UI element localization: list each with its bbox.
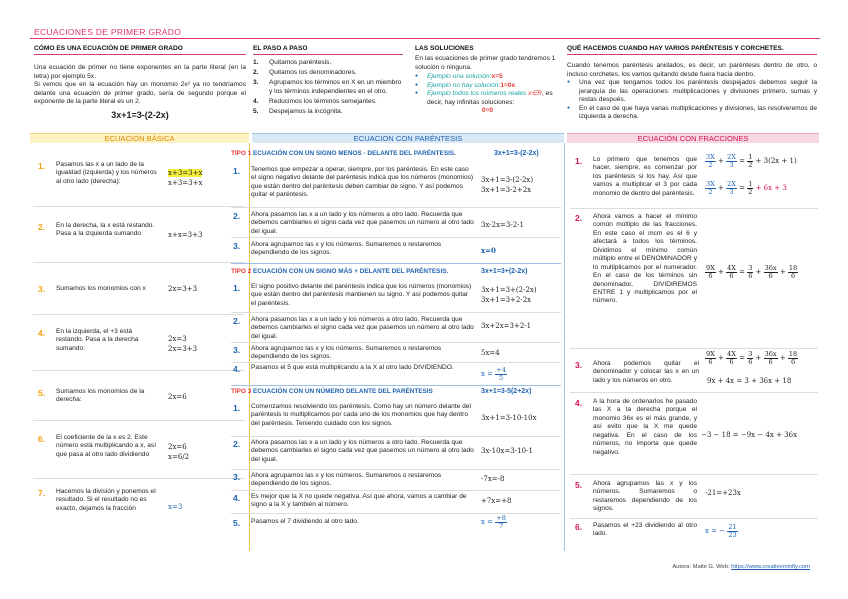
nested-item: ● En el caso de que haya varias multiplicaciones y divisiones, las resolveremos de izquierda a derecha.: [567, 105, 817, 122]
tipo2-result: x = $\frac{+4}{5}$: [481, 366, 506, 382]
solutions-intro: En las ecuaciones de primer grado tendremos 1 solución o ninguna.: [415, 55, 556, 71]
steps-section: [253, 45, 403, 118]
steps-item: 3. Agrupamos los términos en X en un miembro y los términos independientes en el otro.: [253, 79, 402, 95]
fraction-eq-mcm: $\frac{9X}{6}$ + $\frac{4X}{6}$ = $\frac{3}{6}$ + $\frac{36x}{6}$ + $\frac{18}{6}$: [706, 264, 798, 280]
solution-item: ● Ejemplo no hay solución:1=0x: [415, 82, 560, 90]
solutions-heading: LAS SOLUCIONES: [415, 45, 474, 52]
intro-text-1: Una ecuación de primer no tiene exponentes en la parte literal (en la letra) por ejemplo 5x.: [34, 64, 246, 80]
footer-author: Autora: Maite G. Web:: [672, 564, 732, 570]
fraction-eq-mcm-repeat: $\frac{9X}{6}$ + $\frac{4X}{6}$ = $\frac{3}{6}$ + $\frac{36x}{6}$ + $\frac{18}{6}$: [706, 350, 798, 366]
nested-item: ● Una vez que tengamos todos los paréntesis despejados debemos seguir la jerarquía de las operaciones: multiplicaciones y divisiones primero, sumas y restas después.: [567, 79, 817, 104]
solutions-list: [415, 73, 560, 107]
basic-band: ECUACIÓN BÁSICA: [30, 133, 249, 143]
fraction-eq-expanded: $\frac{3X}{2}$ + $\frac{2X}{3}$ = $\frac{1}{2}$ + 6x + 3: [706, 180, 787, 196]
solution-item: ● Ejemplo una solución:x=5: [415, 73, 560, 81]
steps-item: 2. Quitamos los denominadores.: [253, 69, 357, 77]
solution-infinite-value: 0=0: [481, 107, 494, 115]
tipo1-equation: 3x+1=3-(2-2x): [494, 150, 539, 157]
tipo3-result: x = $\frac{+8}{7}$: [481, 514, 506, 530]
fraction-eq-original: $\frac{3X}{2}$ + $\frac{2X}{3}$ = $\frac{1}{2}$ + 3(2x + 1): [706, 153, 797, 169]
nested-heading: QUÉ HACEMOS CUANDO HAY VARIOS PARÉNTESIS Y CORCHETES.: [567, 45, 817, 55]
nested-list: [567, 79, 817, 121]
tipo3-title: TIPO 3 ECUACIÓN CON UN NÚMERO DELANTE DEL PARÉNTESIS: [231, 388, 433, 395]
title-divider: [30, 38, 820, 39]
steps-item: 5. Despejamos la incógnita.: [253, 107, 343, 115]
tipo2-title: TIPO 2 ECUACIÓN CON UN SIGNO MÁS + DELANTE DEL PARÉNTESIS.: [231, 268, 449, 275]
solutions-section: [415, 45, 560, 116]
nested-intro: Cuando tenemos paréntesis anidados, es decir, un paréntesis dentro de otro, o incluso corchetes, los vamos quitando desde fuera hacia dentro.: [567, 62, 817, 78]
footer-credit: [672, 564, 810, 571]
footer-link[interactable]: https://www.creativeminfly.com: [731, 564, 810, 570]
fractions-band: ECUACIÓN CON FRACCIONES: [567, 133, 819, 143]
steps-item: 4. Reducimos los términos semejantes.: [253, 97, 377, 105]
intro-text-2: Si vemos que en la ecuación hay un monomio 2x² ya no tendríamos delante una ecuación de primer grado, sería de segundo porque el exponente de la parte literal es un 2.: [34, 81, 246, 106]
steps-list: [253, 59, 403, 116]
solution-item: ● Ejemplo todos los números reales x∈R, es decir, hay infinitas soluciones:: [415, 90, 560, 107]
intro-section: [34, 45, 246, 121]
parentheses-border: [564, 143, 565, 551]
page-title: ECUACIONES DE PRIMER GRADO: [34, 27, 182, 37]
parentheses-band: ECUACION CON PARÉNTESIS: [252, 133, 564, 143]
intro-heading: CÓMO ES UNA ECUACIÓN DE PRIMER GRADO: [34, 45, 246, 55]
tipo3-equation: 3x+1=3-5(2+2x): [481, 388, 532, 395]
tipo1-title: TIPO 1 ECUACIÓN CON UN SIGNO MENOS - DELANTE DEL PARÉNTESIS.: [231, 150, 456, 157]
fraction-result: x = − $\frac{21}{23}$: [705, 523, 737, 539]
steps-item: 1. Quitamos paréntesis.: [253, 59, 332, 67]
tipo2-equation: 3x+1=3+(2-2x): [481, 268, 528, 275]
nested-parentheses-section: [567, 45, 817, 122]
intro-example: 3x+1=3-(2-2x): [111, 109, 169, 120]
steps-heading: EL PASO A PASO: [253, 45, 403, 55]
